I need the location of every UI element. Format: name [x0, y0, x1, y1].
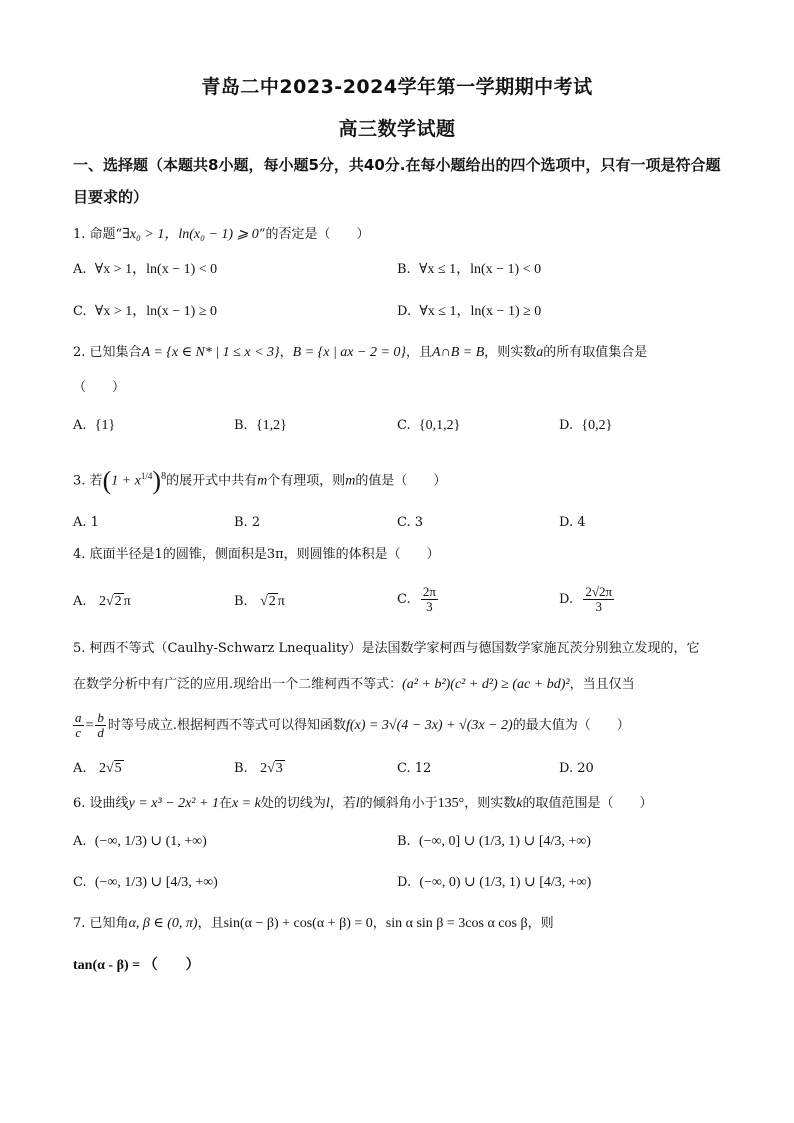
question-7-line-2: tan(α - β) = （ ）	[73, 958, 200, 973]
option-a: A. {1}	[73, 418, 116, 433]
option-c: C. ∀x > 1，ln(x − 1) ≥ 0	[73, 304, 218, 319]
option-d: D. $\frac{2√2\pi}{3}$	[559, 584, 613, 614]
question-5-line-2: 在数学分析中有广泛的应用.现给出一个二维柯西不等式：(a² + b²)(c² + d²) ≥ (ac + bd)²，当且仅当	[73, 677, 635, 692]
question-5-line-3: $\frac{a}{c}$ = $\frac{b}{d}$ 时等号成立.根据柯西不等式可以得知函数f(x) = 3√(4 − 3x) + √(3x − 2)的最大值为（ ）	[75, 710, 630, 740]
option-a: A. ∀x > 1，ln(x − 1) < 0	[73, 262, 218, 277]
question-number: 1.	[73, 227, 86, 242]
option-c: C. 12	[397, 761, 432, 776]
question-5-line-1: 5. 柯西不等式（Caulhy-Schwarz Lnequality）是法国数学家柯西与德国数学家施瓦茨分别独立发现的，它	[73, 641, 700, 656]
option-b: B. (−∞, 0] ∪ (1/3, 1) ∪ [4/3, +∞)	[397, 834, 591, 849]
question-3-stem: 3. 若$(1 + x^{1/4})^8$的展开式中共有m个有理项，则m的值是（ ）	[73, 465, 447, 495]
option-a: A. (−∞, 1/3) ∪ (1, +∞)	[73, 834, 207, 849]
option-b: B. {1,2}	[234, 418, 287, 433]
exam-title: 青岛二中2023-2024学年第一学期期中考试	[201, 76, 593, 98]
question-2-paren: （ ）	[73, 380, 126, 395]
question-1-stem: 1. 命题“∃x₀ > 1，ln(x₀ − 1) ⩾ 0”的否定是（ ）	[73, 227, 370, 242]
math-expression: ∃x₀ > 1，ln(x₀ − 1) ⩾ 0	[122, 227, 259, 242]
question-7-stem: 7. 已知角α, β ∈ (0, π)，且sin(α − β) + cos(α + β) = 0，sin α sin β = 3cos α cos β，则	[73, 916, 554, 931]
question-2-stem: 2. 已知集合A = {x ∈ N* | 1 ≤ x < 3}，B = {x | ax − 2 = 0}，且A∩B = B，则实数a的所有取值集合是	[73, 345, 648, 360]
option-c: C. (−∞, 1/3) ∪ [4/3, +∞)	[73, 875, 218, 890]
exam-subtitle: 高三数学试题	[338, 118, 456, 140]
option-c: C. {0,1,2}	[397, 418, 461, 433]
fraction: $\frac{2√2\pi}{3}$	[585, 584, 613, 614]
fraction: $\frac{a}{c}$	[75, 710, 82, 740]
option-d: D. 20	[559, 761, 594, 776]
option-d: D. ∀x ≤ 1，ln(x − 1) ≥ 0	[397, 304, 542, 319]
option-b: B. ∀x ≤ 1，ln(x − 1) < 0	[397, 262, 542, 277]
option-b: B. 2	[234, 515, 261, 530]
section-heading: 一、选择题（本题共8小题，每小题5分，共40分.在每小题给出的四个选项中，只有一项是符合题目要求的）	[73, 156, 721, 206]
option-b: B. 2√3	[234, 761, 283, 776]
option-b: B. √2 π	[234, 594, 285, 609]
option-c: C. $\frac{2\pi}{3}$	[397, 584, 436, 614]
question-6-stem: 6. 设曲线y = x³ − 2x² + 1在x = k处的切线为l，若l的倾斜角小于135°，则实数k的取值范围是（ ）	[73, 796, 653, 811]
question-4-stem: 4. 底面半径是1的圆锥，侧面积是3π，则圆锥的体积是（ ）	[73, 547, 440, 562]
option-a: A. 1	[73, 515, 99, 530]
option-d: D. 4	[559, 515, 586, 530]
fraction: $\frac{2\pi}{3}$	[422, 584, 436, 614]
option-c: C. 3	[397, 515, 424, 530]
option-a: A. 2√2 π	[73, 594, 131, 609]
option-d: D. {0,2}	[559, 418, 613, 433]
option-d: D. (−∞, 0) ∪ (1/3, 1) ∪ [4/3, +∞)	[397, 875, 592, 890]
option-a: A. 2√5	[73, 761, 122, 776]
fraction: $\frac{b}{d}$	[97, 710, 104, 740]
